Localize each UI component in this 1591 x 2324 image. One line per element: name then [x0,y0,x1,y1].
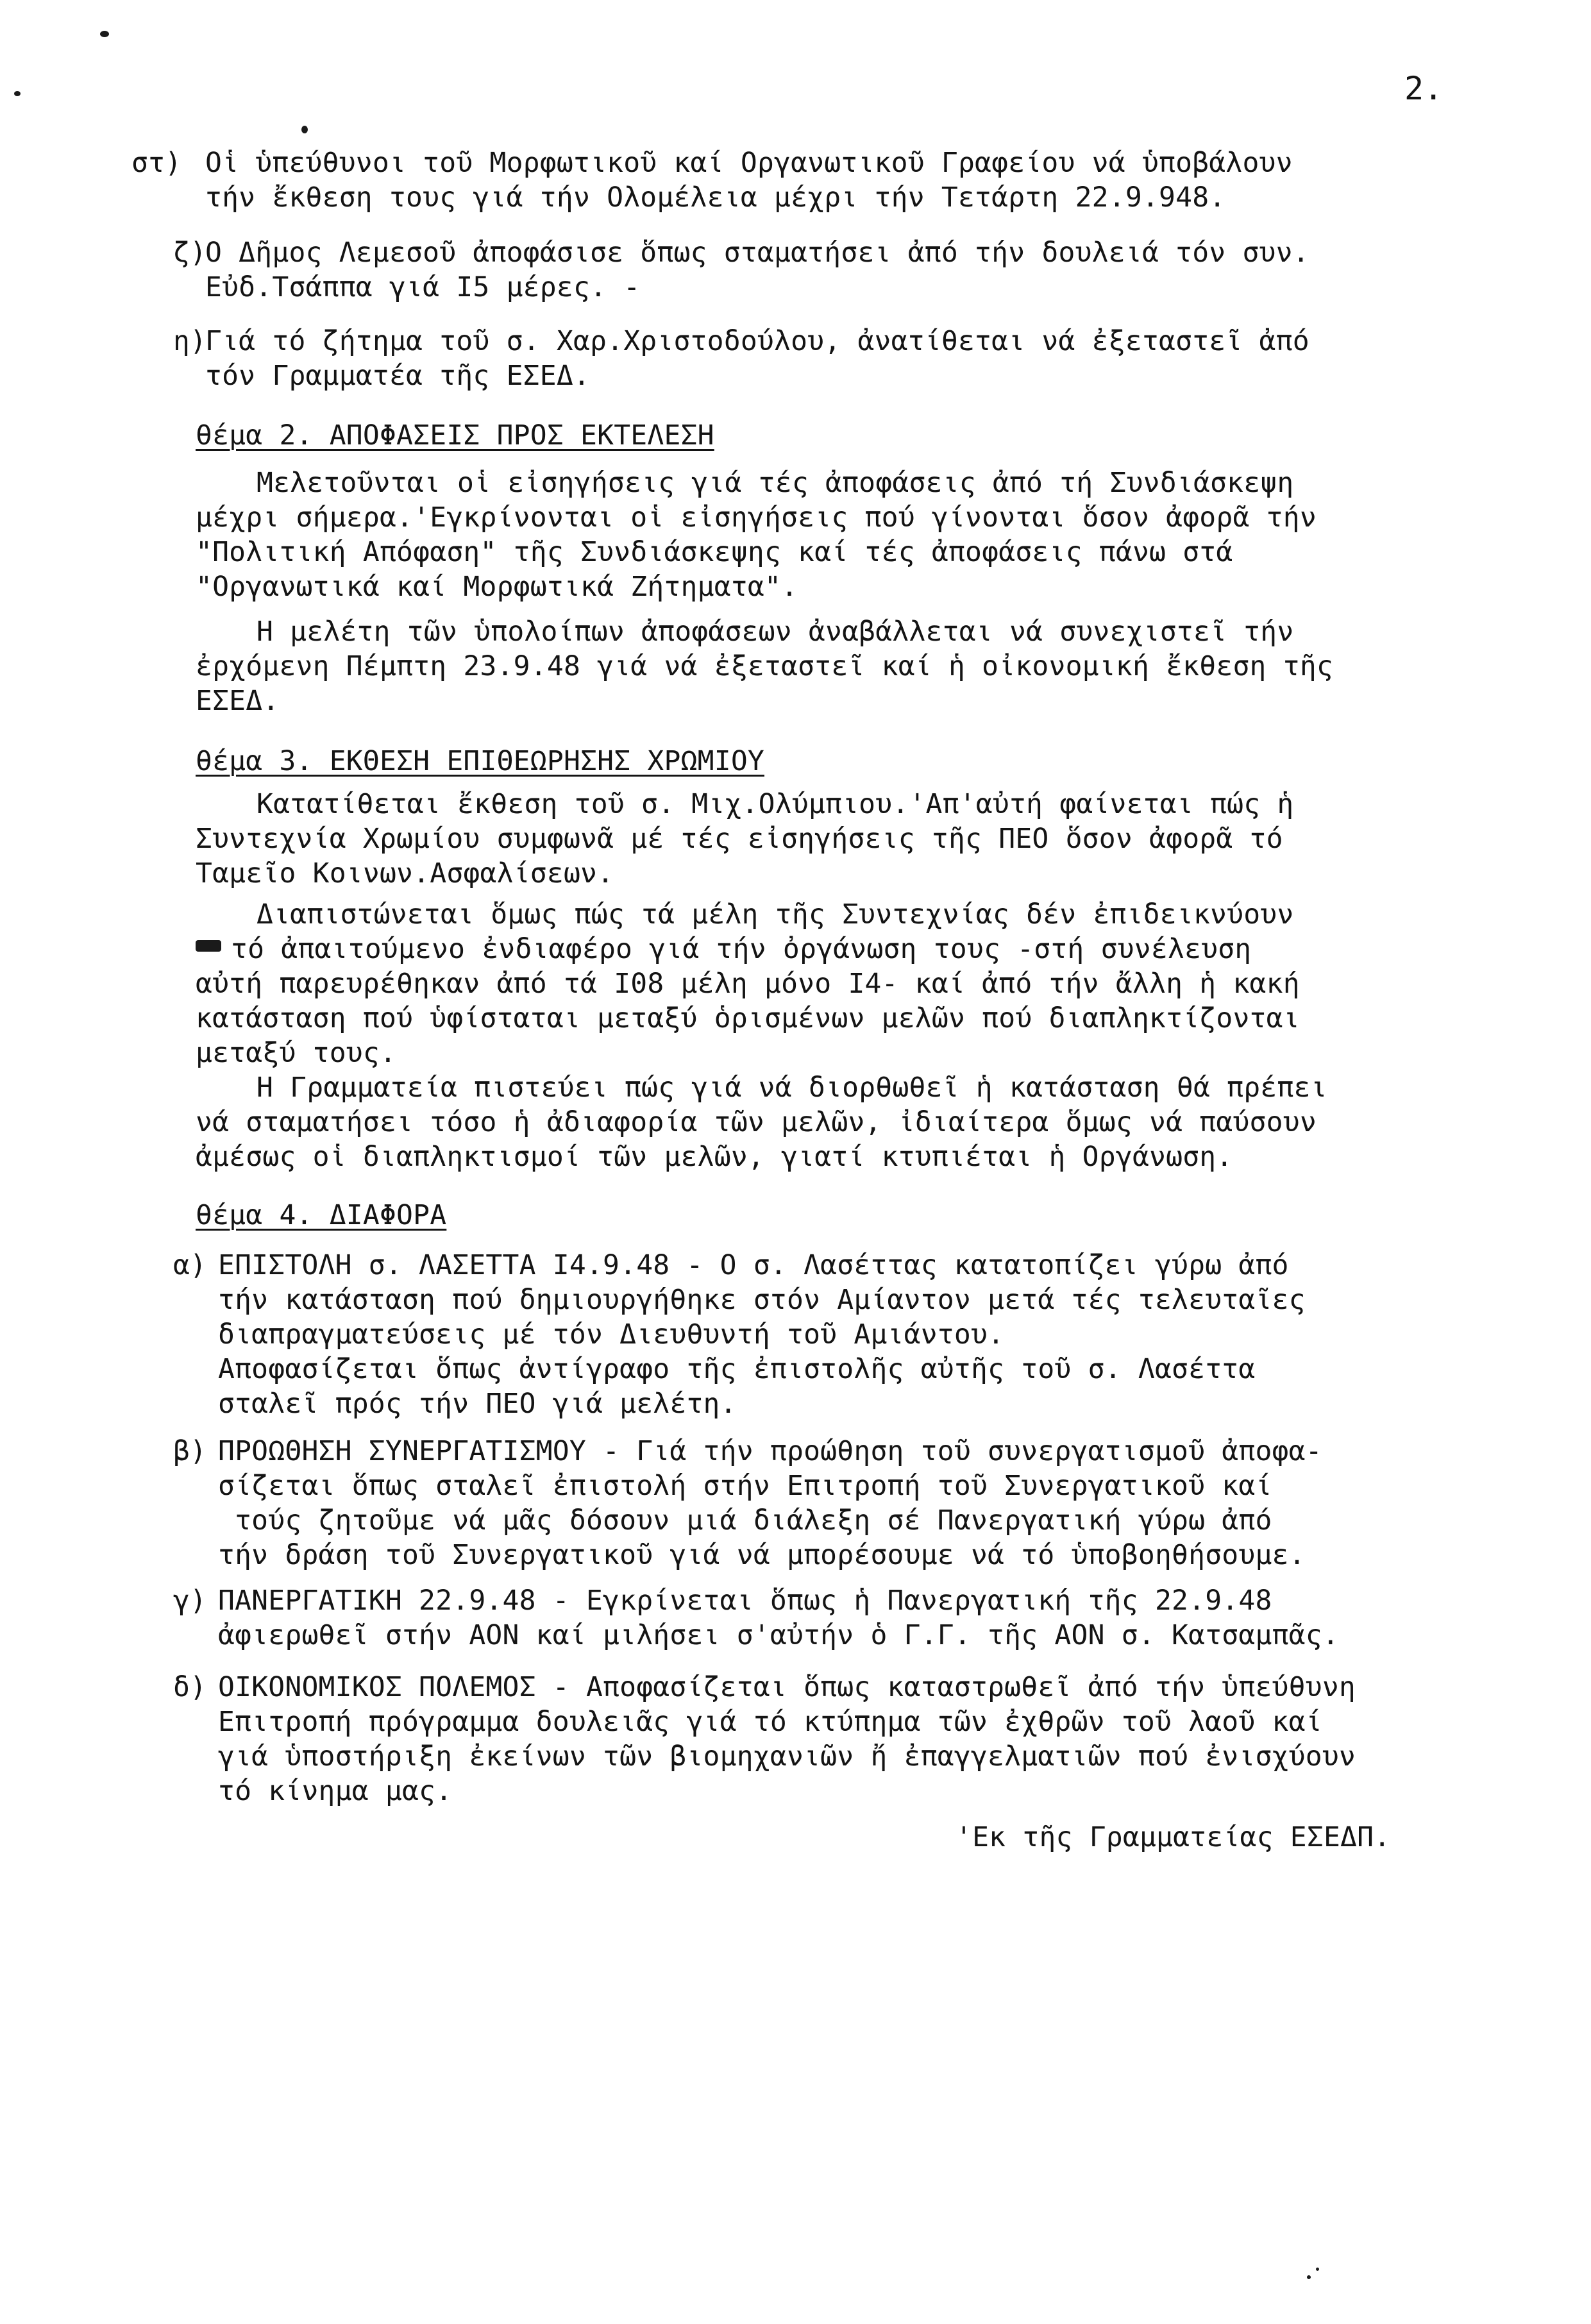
section-heading: θέμα 2. ΑΠΟΦΑΣΕΙΣ ΠΡΟΣ ΕΚΤΕΛΕΣΗ [196,419,714,451]
scan-speck [1307,2275,1311,2279]
body-line: αὐτή παρευρέθηκαν ἀπό τά Ι08 μέλη μόνο Ι4- καί ἀπό τήν ἄλλη ἡ κακή [196,968,1300,1000]
body-line: ἐρχόμενη Πέμπτη 23.9.48 γιά νά ἐξεταστεῖ καί ἡ οἰκονομική ἔκθεση τῆς [196,650,1333,682]
signature-line: 'Εκ τῆς Γραμματείας ΕΣΕΔΠ. [955,1821,1391,1853]
body-line: Ο Δῆμος Λεμεσοῦ ἀποφάσισε ὅπως σταματήσει ἀπό τήν δουλειά τόν συν. [205,237,1309,269]
body-line: μεταξύ τους. [196,1037,397,1069]
body-line: τήν ἔκθεση τους γιά τήν Ολομέλεια μέχρι τήν Τετάρτη 22.9.948. [205,181,1226,214]
body-line: σταλεῖ πρός τήν ΠΕΟ γιά μελέτη. [218,1388,737,1420]
body-line: "Πολιτική Απόφαση" τῆς Συνδιάσκεψης καί τές ἀποφάσεις πάνω στά [196,536,1233,568]
section-heading: θέμα 4. ΔΙΑΦΟΡΑ [196,1199,447,1231]
item-label: στ) [131,147,182,179]
body-line: Οἱ ὑπεύθυνοι τοῦ Μορφωτικοῦ καί Οργανωτικοῦ Γραφείου νά ὑποβάλουν [205,147,1293,179]
body-line: νά σταματήσει τόσο ἡ ἀδιαφορία τῶν μελῶν, ἰδιαίτερα ὅμως νά παύσουν [196,1106,1317,1138]
body-line: ΕΣΕΔ. [196,685,280,717]
item-label: η) [173,325,207,357]
body-line: ἀμέσως οἱ διαπληκτισμοί τῶν μελῶν, γιατί κτυπιέται ἡ Οργάνωση. [196,1141,1233,1173]
section-heading: θέμα 3. ΕΚΘΕΣΗ ΕΠΙΘΕΩΡΗΣΗΣ ΧΡΩΜΙΟΥ [196,745,764,777]
body-line: διαπραγματεύσεις μέ τόν Διευθυντή τοῦ Αμιάντου. [218,1318,1005,1351]
body-line: σίζεται ὅπως σταλεῖ ἐπιστολή στήν Επιτροπή τοῦ Συνεργατικοῦ καί [218,1470,1272,1502]
body-line: Γιά τό ζήτημα τοῦ σ. Χαρ.Χριστοδούλου, ἀνατίθεται νά ἐξεταστεῖ ἀπό [205,325,1309,357]
body-line: Συντεχνία Χρωμίου συμφωνᾶ μέ τές εἰσηγήσεις τῆς ΠΕΟ ὅσον ἀφορᾶ τό [196,823,1283,855]
body-line: "Οργανωτικά καί Μορφωτικά Ζήτηματα". [196,571,798,603]
item-label: ζ) [173,237,207,269]
body-line: τό ἀπαιτούμενο ἐνδιαφέρο γιά τήν ὀργάνωση τους -στή συνέλευση [231,933,1252,965]
body-line: τόν Γραμματέα τῆς ΕΣΕΔ. [205,360,591,392]
body-line: κατάσταση πού ὑφίσταται μεταξύ ὁρισμένων μελῶν πού διαπληκτίζονται [196,1002,1300,1034]
item-label: γ) [173,1585,207,1617]
item-label: δ) [173,1671,207,1703]
body-line: Μελετοῦνται οἱ εἰσηγήσεις γιά τές ἀποφάσεις ἀπό τή Συνδιάσκεψη [257,467,1294,499]
body-line: Εὐδ.Τσάππα γιά Ι5 μέρες. - [205,271,641,303]
body-line: Κατατίθεται ἔκθεση τοῦ σ. Μιχ.Ολύμπιου.'Απ'αὐτή φαίνεται πώς ἡ [257,788,1294,820]
ink-blot [196,940,221,952]
body-line: τήν δράση τοῦ Συνεργατικοῦ γιά νά μπορέσουμε νά τό ὑποβοηθήσουμε. [218,1539,1306,1571]
body-line: ἀφιερωθεῖ στήν ΑΟΝ καί μιλήσει σ'αὐτήν ὁ Γ.Γ. τῆς ΑΟΝ σ. Κατσαμπᾶς. [218,1619,1339,1651]
body-line: τήν κατάσταση πού δημιουργήθηκε στόν Αμίαντον μετά τές τελευταῖες [218,1284,1306,1316]
body-line: μέχρι σήμερα.'Εγκρίνονται οἱ εἰσηγήσεις πού γίνονται ὅσον ἀφορᾶ τήν [196,501,1317,534]
scan-speck [1316,2268,1319,2271]
body-line: Η Γραμματεία πιστεύει πώς γιά νά διορθωθεῖ ἡ κατάσταση θά πρέπει [257,1072,1327,1104]
scan-speck [100,31,109,37]
scan-speck [301,126,308,133]
item-label: β) [173,1435,207,1467]
body-line: τό κίνημα μας. [218,1775,453,1807]
body-line: ΕΠΙΣΤΟΛΗ σ. ΛΑΣΕΤΤΑ Ι4.9.48 - Ο σ. Λασέττας κατατοπίζει γύρω ἀπό [218,1249,1289,1281]
body-line: ΠΑΝΕΡΓΑΤΙΚΗ 22.9.48 - Εγκρίνεται ὅπως ἡ Πανεργατική τῆς 22.9.48 [218,1585,1272,1617]
body-line: τούς ζητοῦμε νά μᾶς δόσουν μιά διάλεξη σέ Πανεργατική γύρω ἀπό [218,1504,1272,1537]
body-line: Αποφασίζεται ὅπως ἀντίγραφο τῆς ἐπιστολῆς αὐτῆς τοῦ σ. Λασέττα [218,1353,1256,1385]
body-line: Επιτροπή πρόγραμμα δουλειᾶς γιά τό κτύπημα τῶν ἐχθρῶν τοῦ λαοῦ καί [218,1706,1322,1738]
body-line: Ταμεῖο Κοινων.Ασφαλίσεων. [196,857,614,889]
item-label: α) [173,1249,207,1281]
body-line: γιά ὑποστήριξη ἐκείνων τῶν βιομηχανιῶν ἤ ἐπαγγελματιῶν πού ἐνισχύουν [218,1740,1356,1772]
body-line: ΠΡΟΩΘΗΣΗ ΣΥΝΕΡΓΑΤΙΣΜΟΥ - Γιά τήν προώθηση τοῦ συνεργατισμοῦ ἀποφα- [218,1435,1322,1467]
body-line: ΟΙΚΟΝΟΜΙΚΟΣ ΠΟΛΕΜΟΣ - Αποφασίζεται ὅπως καταστρωθεῖ ἀπό τήν ὑπεύθυνη [218,1671,1356,1703]
page-number: 2. [1404,70,1444,107]
scan-speck [14,91,21,96]
body-line: Η μελέτη τῶν ὑπολοίπων ἀποφάσεων ἀναβάλλεται νά συνεχιστεῖ τήν [257,616,1294,648]
body-line: Διαπιστώνεται ὅμως πώς τά μέλη τῆς Συντεχνίας δέν ἐπιδεικνύουν [257,898,1294,930]
